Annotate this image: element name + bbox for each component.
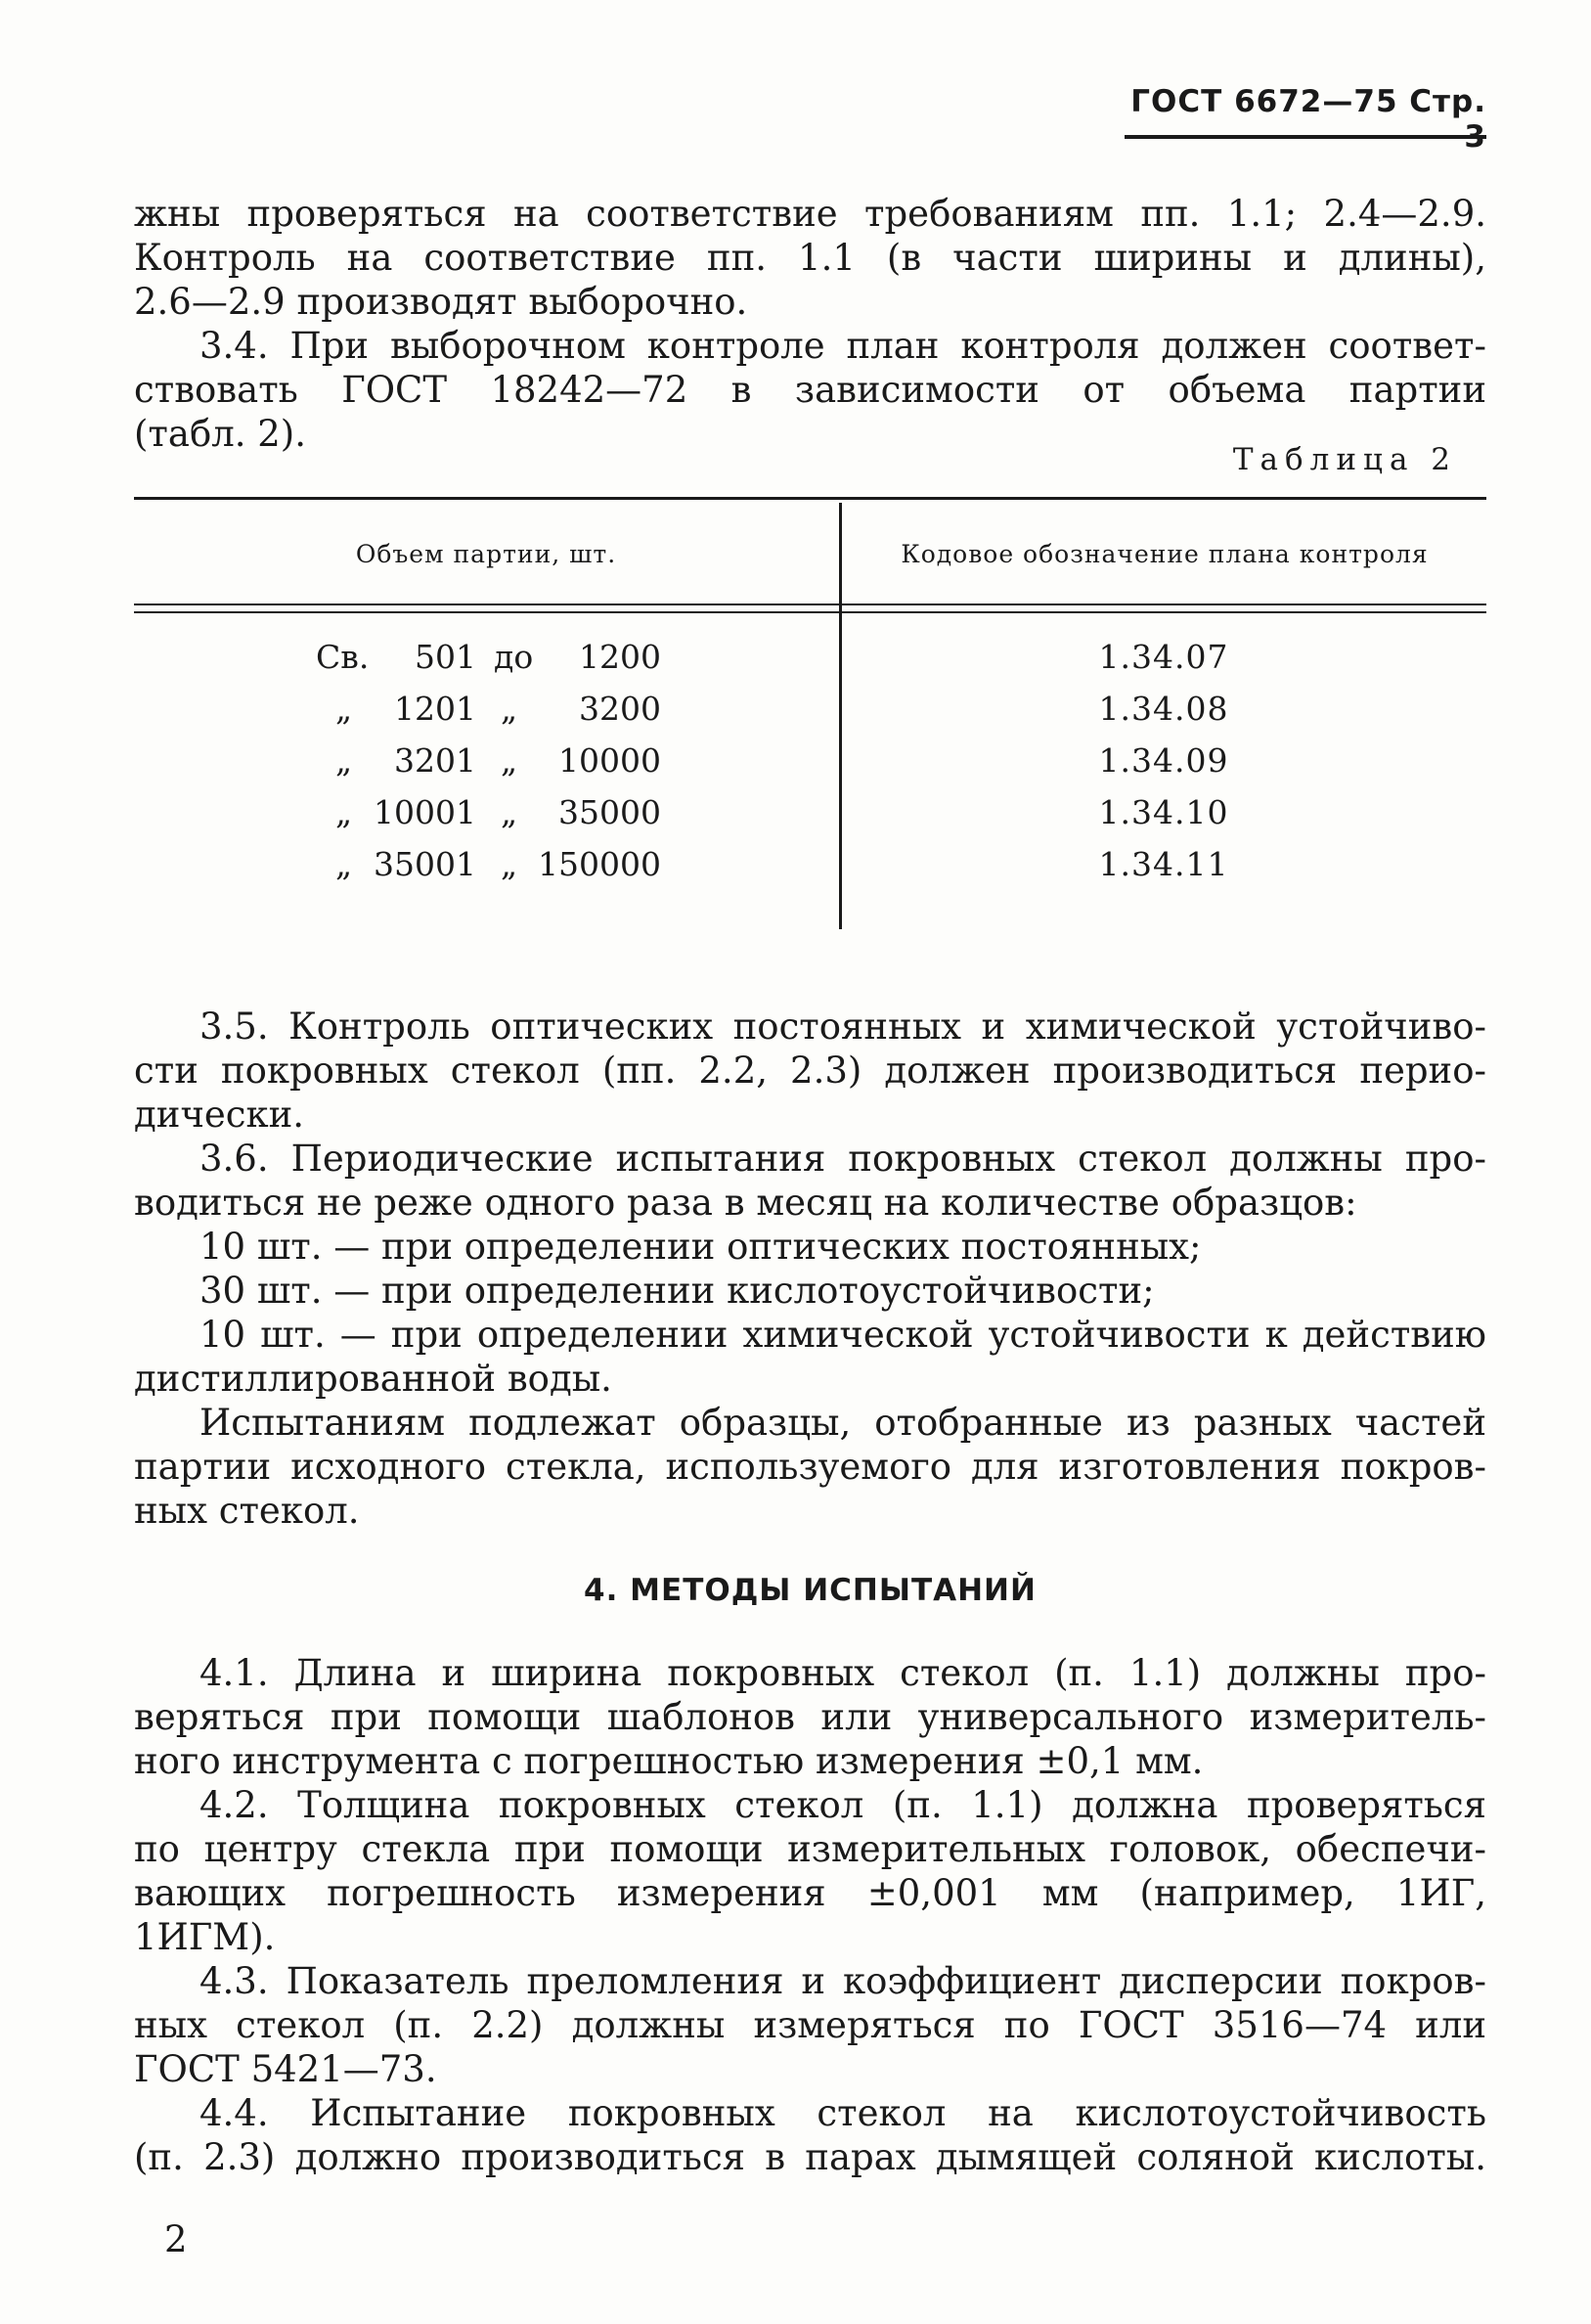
intro-line-3: 2.6—2.9 производят выборочно. [134, 281, 748, 323]
p35-line-1: 3.5. Контроль оптических постоянных и химической устойчиво- [199, 1006, 1486, 1048]
row-prefix: „ [335, 690, 353, 728]
p44-line-1: 4.4. Испытание покровных стекол на кислотоустойчивость [199, 2092, 1486, 2134]
row-prefix: „ [335, 793, 353, 831]
p43-line-1: 4.3. Показатель преломления и коэффициент дисперсии покров- [199, 1960, 1486, 2002]
row-mid: „ [501, 741, 518, 780]
row-from: 10001 [374, 793, 476, 831]
p44-line-2: (п. 2.3) должно производиться в парах дымящей соляной кислоты. [134, 2136, 1486, 2178]
row-to: 1200 [579, 638, 661, 676]
row-code: 1.34.11 [1098, 845, 1229, 883]
table-header-rule [134, 603, 1486, 605]
p43-line-2: ных стекол (п. 2.2) должны измеряться по ГОСТ 3516—74 или [134, 2004, 1486, 2046]
row-code: 1.34.10 [1098, 793, 1229, 831]
section-heading: 4. МЕТОДЫ ИСПЫТАНИЙ [584, 1573, 1037, 1608]
row-prefix: Св. [316, 638, 370, 676]
table-header-rule-double [134, 611, 1486, 613]
row-from: 1201 [394, 690, 476, 728]
p36-line-2: водиться не реже одного раза в месяц на количестве образцов: [134, 1182, 1357, 1224]
p36b-line-2: партии исходного стекла, используемого для изготовления покров- [134, 1446, 1486, 1488]
row-mid: до [494, 638, 534, 676]
table-header-volume: Объем партии, шт. [355, 540, 617, 568]
row-mid: „ [501, 690, 518, 728]
table-column-divider [839, 503, 842, 929]
row-prefix: „ [335, 845, 353, 883]
intro-line-2: Контроль на соответствие пп. 1.1 (в части ширины и длины), [134, 237, 1486, 279]
p41-line-3: ного инструмента с погрешностью измерения ±0,1 мм. [134, 1740, 1204, 1782]
row-code: 1.34.07 [1098, 638, 1229, 676]
p36-line-6: дистиллированной воды. [134, 1358, 612, 1400]
row-code: 1.34.08 [1098, 690, 1229, 728]
row-to: 35000 [558, 793, 661, 831]
p36-line-5: 10 шт. — при определении химической устойчивости к действию [199, 1314, 1486, 1356]
row-from: 35001 [374, 845, 476, 883]
p36-line-4: 30 шт. — при определении кислотоустойчивости; [199, 1270, 1155, 1312]
p43-line-3: ГОСТ 5421—73. [134, 2048, 437, 2090]
p41-line-1: 4.1. Длина и ширина покровных стекол (п. 1.1) должны про- [199, 1652, 1486, 1694]
header-rule [1125, 135, 1486, 139]
p42-line-1: 4.2. Толщина покровных стекол (п. 1.1) должна проверяться [199, 1784, 1486, 1826]
p34-line-3: (табл. 2). [134, 413, 307, 455]
table-top-rule [134, 497, 1486, 500]
p36b-line-3: ных стекол. [134, 1490, 360, 1532]
p42-line-4: 1ИГМ). [134, 1916, 276, 1958]
row-to: 10000 [558, 741, 661, 780]
p34-line-2: ствовать ГОСТ 18242—72 в зависимости от объема партии [134, 369, 1486, 411]
p35-line-2: сти покровных стекол (пп. 2.2, 2.3) должен производиться перио- [134, 1050, 1486, 1092]
row-code: 1.34.09 [1098, 741, 1229, 780]
row-mid: „ [501, 845, 518, 883]
row-from: 3201 [394, 741, 476, 780]
p34-line-1: 3.4. При выборочном контроле план контроля должен соответ- [199, 325, 1486, 367]
row-prefix: „ [335, 741, 353, 780]
table-header-code: Кодовое обозначение плана контроля [901, 540, 1429, 568]
row-to: 150000 [538, 845, 661, 883]
p41-line-2: веряться при помощи шаблонов или универсального измеритель- [134, 1696, 1486, 1738]
p35-line-3: дически. [134, 1094, 305, 1136]
page-header: ГОСТ 6672—75 Стр. [1130, 84, 1486, 119]
p42-line-2: по центру стекла при помощи измерительных головок, обеспечи- [134, 1828, 1486, 1870]
row-to: 3200 [579, 690, 661, 728]
p36-line-1: 3.6. Периодические испытания покровных стекол должны про- [199, 1138, 1486, 1180]
row-mid: „ [501, 793, 518, 831]
table-caption: Таблица 2 [1232, 442, 1457, 477]
p36b-line-1: Испытаниям подлежат образцы, отобранные из разных частей [199, 1402, 1486, 1444]
p36-line-3: 10 шт. — при определении оптических постоянных; [199, 1226, 1202, 1268]
p42-line-3: вающих погрешность измерения ±0,001 мм (например, 1ИГ, [134, 1872, 1486, 1914]
row-from: 501 [415, 638, 476, 676]
page-number: 2 [164, 2218, 188, 2260]
intro-line-1: жны проверяться на соответствие требованиям пп. 1.1; 2.4—2.9. [134, 193, 1486, 235]
